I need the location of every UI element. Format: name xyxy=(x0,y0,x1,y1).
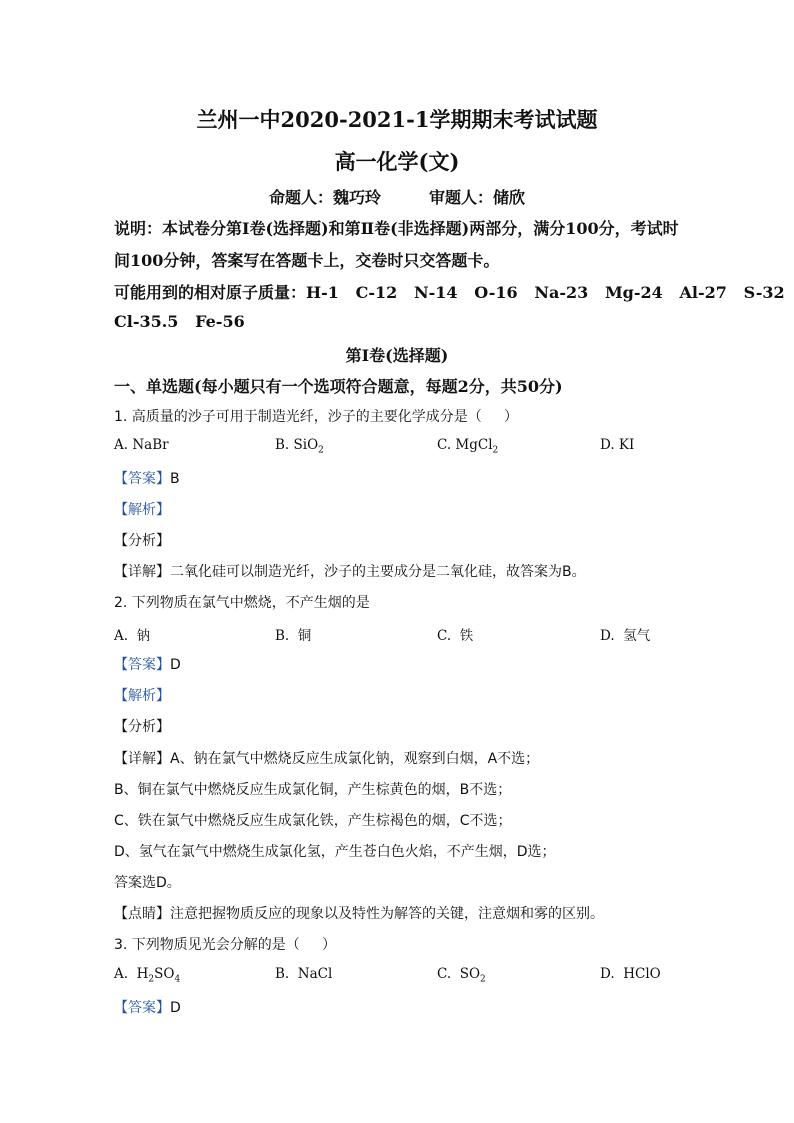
q1-option-c: C. MgCl$_2$ xyxy=(437,437,499,456)
q3-option-c: C. $SO_2$ xyxy=(437,966,486,985)
q2-detail-line-3: C、铁在氯气中燃烧反应生成氯化铁，产生棕褐色的烟，C不选； xyxy=(114,813,512,829)
q3-option-b: B. NaCl xyxy=(275,966,333,982)
q2-detail-line-5: 答案选D。 xyxy=(114,875,181,891)
q2-option-d: D. 氢气 xyxy=(600,628,651,644)
q1-answer: 【答案】B xyxy=(114,471,180,487)
section-title: 第Ⅰ卷(选择题) xyxy=(345,346,449,365)
q3-option-d: D. HClO xyxy=(600,966,661,982)
instructions-line-1: 说明：本试卷分第Ⅰ卷(选择题)和第Ⅱ卷(非选择题)两部分，满分100分，考试时 xyxy=(114,219,679,238)
atomic-masses-line-2: Cl-35.5 Fe-56 xyxy=(114,312,245,331)
q2-detail-line-4: D、氢气在氯气中燃烧生成氯化氢，产生苍白色火焰，不产生烟，D选； xyxy=(114,844,556,860)
q2-answer: 【答案】D xyxy=(114,657,181,673)
q3-option-a: A. $H_2SO_4$ xyxy=(114,966,181,985)
q2-detail-line-1: 【详解】A、钠在氯气中燃烧反应生成氯化钠，观察到白烟，A不选； xyxy=(114,751,540,767)
q1-analysis-label: 【解析】 xyxy=(114,502,170,518)
q2-detail-line-2: B、铜在氯气中燃烧反应生成氯化铜，产生棕黄色的烟，B不选； xyxy=(114,782,512,798)
atomic-masses-line-1: 可能用到的相对原子质量：H-1 C-12 N-14 O-16 Na-23 Mg-24 Al-27 S-32 xyxy=(114,283,785,302)
exam-subtitle: 高一化学(文) xyxy=(334,149,460,174)
exam-title: 兰州一中2020-2021-1学期期末考试试题 xyxy=(196,107,598,132)
setter: 命题人：魏巧玲 xyxy=(268,188,381,207)
q1-option-a: A. NaBr xyxy=(114,437,169,453)
q2-option-b: B. 铜 xyxy=(275,628,312,644)
q2-option-a: A. 钠 xyxy=(114,628,151,644)
q2-option-c: C. 铁 xyxy=(437,628,474,644)
instructions-line-2: 间100分钟，答案写在答题卡上，交卷时只交答题卡。 xyxy=(114,251,500,270)
question-2-stem: 2. 下列物质在氯气中燃烧，不产生烟的是 xyxy=(114,595,370,611)
q2-tip: 【点睛】注意把握物质反应的现象以及特性为解答的关键，注意烟和雾的区别。 xyxy=(114,906,604,922)
q1-option-b: B. SiO$_2$ xyxy=(275,437,324,456)
q1-option-d: D. KI xyxy=(600,437,635,453)
section-heading: 一、单选题(每小题只有一个选项符合题意，每题2分，共50分) xyxy=(114,377,563,396)
q2-analysis-label: 【解析】 xyxy=(114,688,170,704)
reviewer: 审题人：储欣 xyxy=(429,188,526,207)
q2-fenxi-label: 【分析】 xyxy=(114,719,170,735)
q1-detail: 【详解】二氧化硅可以制造光纤，沙子的主要成分是二氧化硅，故答案为B。 xyxy=(114,564,586,580)
q3-answer: 【答案】D xyxy=(114,1000,181,1016)
q1-fenxi-label: 【分析】 xyxy=(114,533,170,549)
question-1-stem: 1. 高质量的沙子可用于制造光纤，沙子的主要化学成分是（ ） xyxy=(114,409,519,425)
authors-line xyxy=(0,185,794,208)
question-3-stem: 3. 下列物质见光会分解的是（ ） xyxy=(114,937,337,953)
